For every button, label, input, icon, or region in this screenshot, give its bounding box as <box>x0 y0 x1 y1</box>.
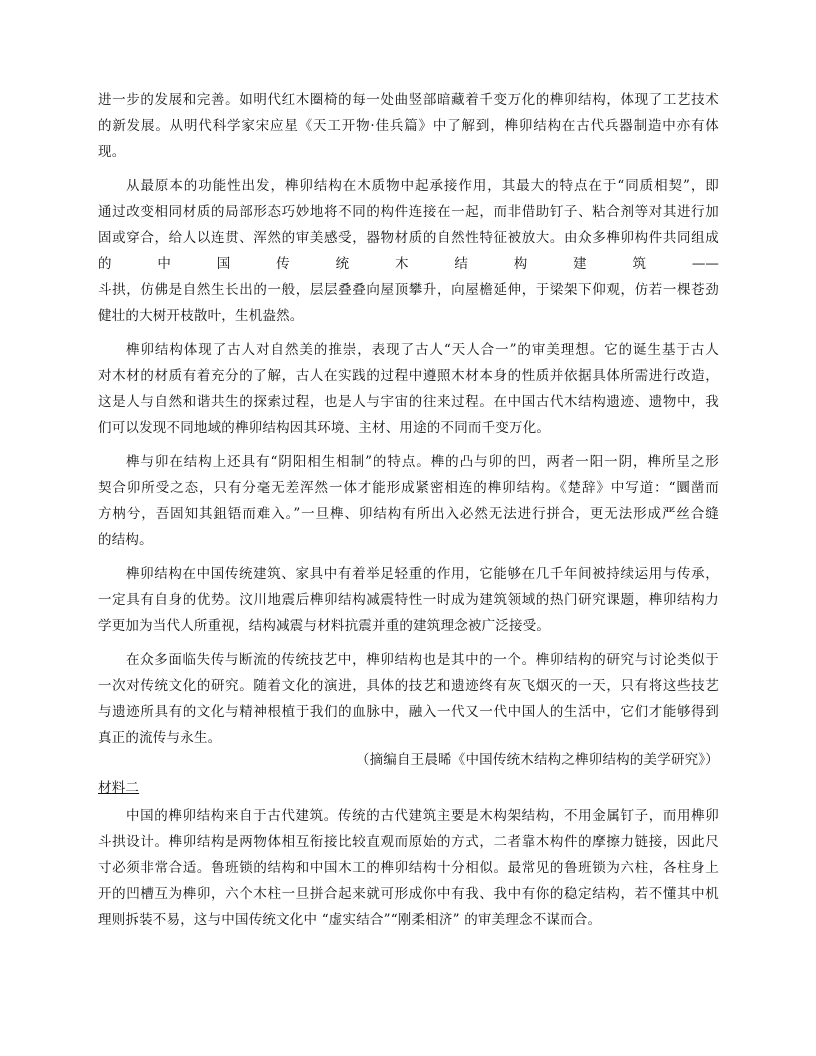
spread-char: 木 <box>394 256 409 272</box>
spread-char: 传 <box>276 256 290 272</box>
spread-char: 构 <box>513 256 528 272</box>
spread-char: 国 <box>216 256 231 272</box>
spread-char: 的 <box>98 256 112 272</box>
paragraph-line: 与遗迹所具有的文化与精神根植于我们的血脉中，融入一代又一代中国人的生活中，它们才能够得到 <box>98 704 719 720</box>
paragraph-line: 现。 <box>98 144 126 160</box>
citation: （摘编自王晨晞《中国传统木结构之榫卯结构的美学研究》） <box>355 752 719 768</box>
paragraph-line: 们可以发现不同地域的榫卯结构因其环境、主材、用途的不同而千变万化。 <box>98 420 551 436</box>
paragraph-line: 在众多面临失传与断流的传统技艺中，榫卯结构也是其中的一个。榫卯结构的研究与讨论类似于 <box>126 652 719 668</box>
paragraph-line: 健壮的大树开枝散叶，生机盎然。 <box>98 308 304 324</box>
paragraph-line: 从最原本的功能性出发，榫卯结构在木质物中起承接作用，其最大的特点在于“同质相契”，即 <box>126 178 719 194</box>
paragraph-line: 榫卯结构在中国传统建筑、家具中有着举足轻重的作用，它能够在几千年间被持续运用与传承， <box>126 566 719 582</box>
paragraph-line: 理则拆装不易，这与中国传统文化中 “虚实结合”“刚柔相济” 的审美理念不谋而合。 <box>98 912 602 928</box>
paragraph-line: 一定具有自身的优势。汶川地震后榫卯结构减震特性一时成为建筑领域的热门研究课题，榫卯结构力 <box>98 592 719 608</box>
paragraph-line: 真正的流传与永生。 <box>98 730 222 746</box>
spread-char: 统 <box>335 256 350 272</box>
paragraph-line: 的新发展。从明代科学家宋应星《天工开物·佳兵篇》中了解到，榫卯结构在古代兵器制造中亦有体 <box>98 118 719 134</box>
spread-char: 建 <box>573 256 587 272</box>
spread-char: 筑 <box>632 256 647 272</box>
section-heading: 材料二 <box>98 780 140 796</box>
spread-line <box>98 252 719 276</box>
paragraph-line: 通过改变相同材质的局部形态巧妙地将不同的构件连接在一起，而非借助钉子、粘合剂等对其进行加 <box>98 204 719 220</box>
paragraph-line: 进一步的发展和完善。如明代红木圈椅的每一处曲竖部暗藏着千变万化的榫卯结构，体现了工艺技术 <box>98 92 719 108</box>
paragraph-line: 斗拱，仿佛是自然生长出的一般，层层叠叠向屋顶攀升，向屋檐延伸，于梁架下仰观，仿若一棵苍劲 <box>98 282 719 298</box>
paragraph-line: 这是人与自然和谐共生的探索过程，也是人与宇宙的往来过程。在中国古代木结构遗迹、遗物中，我 <box>98 394 719 410</box>
paragraph-line: 的结构。 <box>98 532 153 548</box>
paragraph-line: 开的凹槽互为榫卯，六个木柱一旦拼合起来就可形成你中有我、我中有你的稳定结构，若不懂其中机 <box>98 886 719 902</box>
paragraph-line: 榫与卯在结构上还具有“阴阳相生相制”的特点。榫的凸与卯的凹，两者一阳一阴，榫所呈之形 <box>126 454 719 470</box>
paragraph-line: 方枘兮，吾固知其鉏铻而难入。”一旦榫、卯结构有所出入必然无法进行拼合，更无法形成严丝合缝 <box>98 506 719 522</box>
spread-char: 结 <box>454 256 468 272</box>
spread-char: —— <box>691 256 719 272</box>
paragraph-line: 固或穿合，给人以连贯、浑然的审美感受，器物材质的自然性特征被放大。由众多榫卯构件共同组成 <box>98 230 719 246</box>
paragraph-line: 契合卯所受之态，只有分毫无差浑然一体才能形成紧密相连的榫卯结构。《楚辞》中写道：“圜凿而 <box>98 480 719 496</box>
paragraph-line: 学更加为当代人所重视，结构减震与材料抗震并重的建筑理念被广泛接受。 <box>98 618 551 634</box>
paragraph-line: 对木材的材质有着充分的了解，古人在实践的过程中遵照木材本身的性质并依据具体所需进行改造， <box>98 368 719 384</box>
paragraph-line: 斗拱设计。榫卯结构是两物体相互衔接比较直观而原始的方式，二者靠木构件的摩擦力链接，因此尺 <box>98 834 719 850</box>
paragraph-line: 一次对传统文化的研究。随着文化的演进，具体的技艺和遗迹终有灰飞烟灭的一天，只有将这些技艺 <box>98 678 719 694</box>
paragraph-line: 中国的榫卯结构来自于古代建筑。传统的古代建筑主要是木构架结构，不用金属钉子，而用榫卯 <box>126 808 719 824</box>
paragraph-line: 榫卯结构体现了古人对自然美的推崇，表现了古人“天人合一”的审美理想。它的诞生基于古人 <box>126 342 719 358</box>
paragraph-line: 寸必须非常合适。鲁班锁的结构和中国木工的榫卯结构十分相似。最常见的鲁班锁为六柱，各柱身上 <box>98 860 719 876</box>
spread-char: 中 <box>157 256 171 272</box>
